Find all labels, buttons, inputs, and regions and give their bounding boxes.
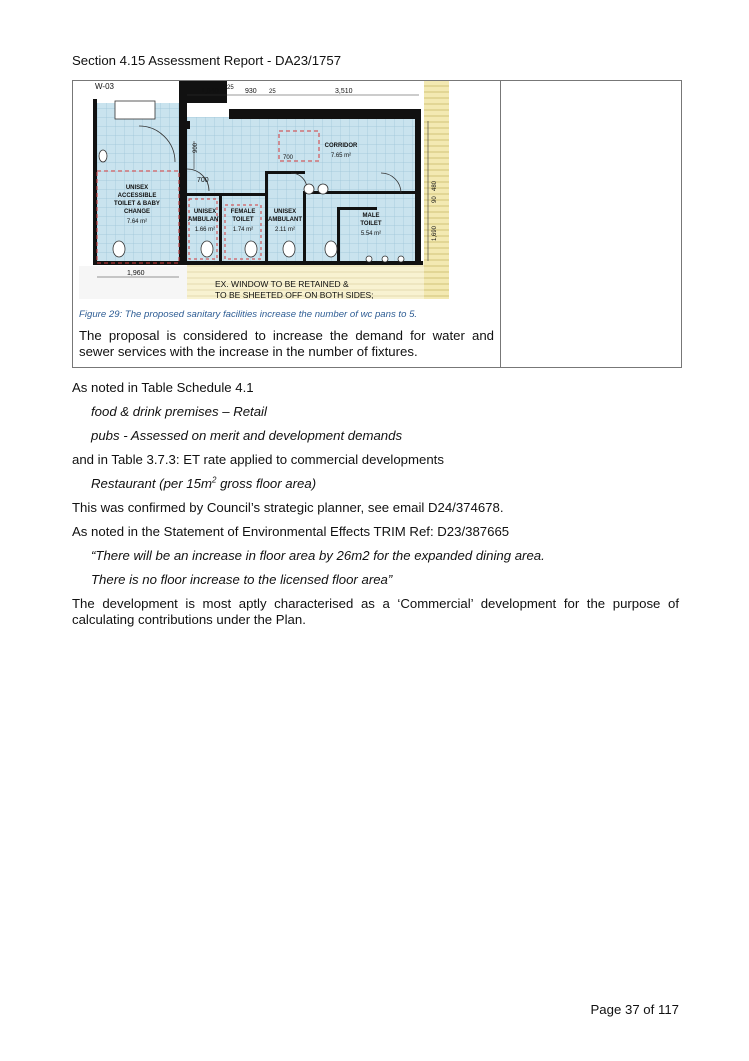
dim-700-b: 700 [197, 177, 209, 184]
room-3-area: 1.74 m² [232, 227, 254, 233]
plan-note-1: EX. WINDOW TO BE RETAINED & [215, 279, 349, 289]
dim-bottom: 1,960 [127, 270, 145, 277]
room-5-area: 5.54 m² [360, 231, 382, 237]
restaurant-sup: 2 [211, 475, 217, 485]
room-4-area: 2.11 m² [275, 227, 295, 233]
figure-cell [73, 81, 501, 368]
dim-side-900: 900 [193, 142, 199, 153]
item-restaurant [72, 476, 679, 492]
room-6-area: 7.65 m² [330, 153, 352, 159]
para-see: As noted in the Statement of Environmental Effects TRIM Ref: D23/387665 [72, 524, 510, 539]
dim-side-1690: 1,690 [432, 225, 438, 241]
quote-1: “There will be an increase in floor area by 26m2 for the expanded dining area. [91, 548, 545, 563]
room-5-l1: MALE [362, 213, 380, 219]
item-pubs: pubs - Assessed on merit and development demands [91, 428, 403, 443]
room-1-l1: UNISEX [125, 185, 149, 191]
body-text [72, 380, 679, 628]
dim-top-2: 25 [227, 85, 234, 91]
room-6-l1: CORRIDOR [324, 143, 358, 149]
floor-plan-image [79, 81, 449, 299]
plan-tag: W-03 [95, 82, 114, 91]
dim-side-90: 90 [432, 196, 438, 203]
room-4-l1: UNISEX [273, 209, 297, 215]
dim-top-3: 930 [245, 88, 257, 95]
para-conclusion: The development is most aptly characterised as a ‘Commercial’ development for the purpose of calculating contributions under the Plan. [72, 596, 679, 627]
room-1-l2: ACCESSIBLE [117, 193, 157, 199]
dim-side-480: 480 [432, 180, 438, 191]
room-2-l2: AMBULANT [188, 217, 222, 223]
dim-top-4: 25 [269, 89, 276, 95]
dim-top-5: 3,510 [335, 88, 353, 95]
room-1-l4: CHANGE [123, 209, 151, 215]
figure-paragraph: The proposal is considered to increase the demand for water and sewer services with the increase in the number of fixtures. [79, 328, 494, 359]
room-1-area: 7.64 m² [126, 219, 148, 225]
page-number: Page 37 of 117 [590, 1002, 679, 1017]
room-5-l2: TOILET [360, 221, 382, 227]
room-4-l2: AMBULANT [268, 217, 302, 223]
figure-caption: Figure 29: The proposed sanitary facilities increase the number of wc pans to 5. [79, 309, 418, 320]
empty-cell [501, 81, 682, 368]
room-3-l2: TOILET [232, 217, 254, 223]
page-header: Section 4.15 Assessment Report - DA23/1757 [72, 53, 342, 68]
quote-2: There is no floor increase to the licensed floor area” [91, 572, 393, 587]
room-1-l3: TOILET & BABY [114, 201, 160, 207]
room-3-l1: FEMALE [230, 209, 256, 215]
dim-700-a: 700 [283, 155, 294, 161]
restaurant-text-b: gross floor area) [216, 476, 317, 491]
para-table-373: and in Table 3.7.3: ET rate applied to commercial developments [72, 452, 444, 467]
restaurant-text-a: Restaurant (per 15m [91, 476, 212, 491]
dim-top-1: 1,040 [201, 88, 219, 95]
para-schedule: As noted in Table Schedule 4.1 [72, 380, 254, 395]
para-confirmed: This was confirmed by Council’s strategic planner, see email D24/374678. [72, 500, 504, 515]
room-2-l1: UNISEX [193, 209, 217, 215]
figure-table [72, 80, 682, 368]
plan-note-2: TO BE SHEETED OFF ON BOTH SIDES; [215, 290, 374, 299]
room-2-area: 1.66 m² [194, 227, 216, 233]
floor-plan-drawing [79, 81, 449, 299]
item-food-drink: food & drink premises – Retail [91, 404, 267, 419]
